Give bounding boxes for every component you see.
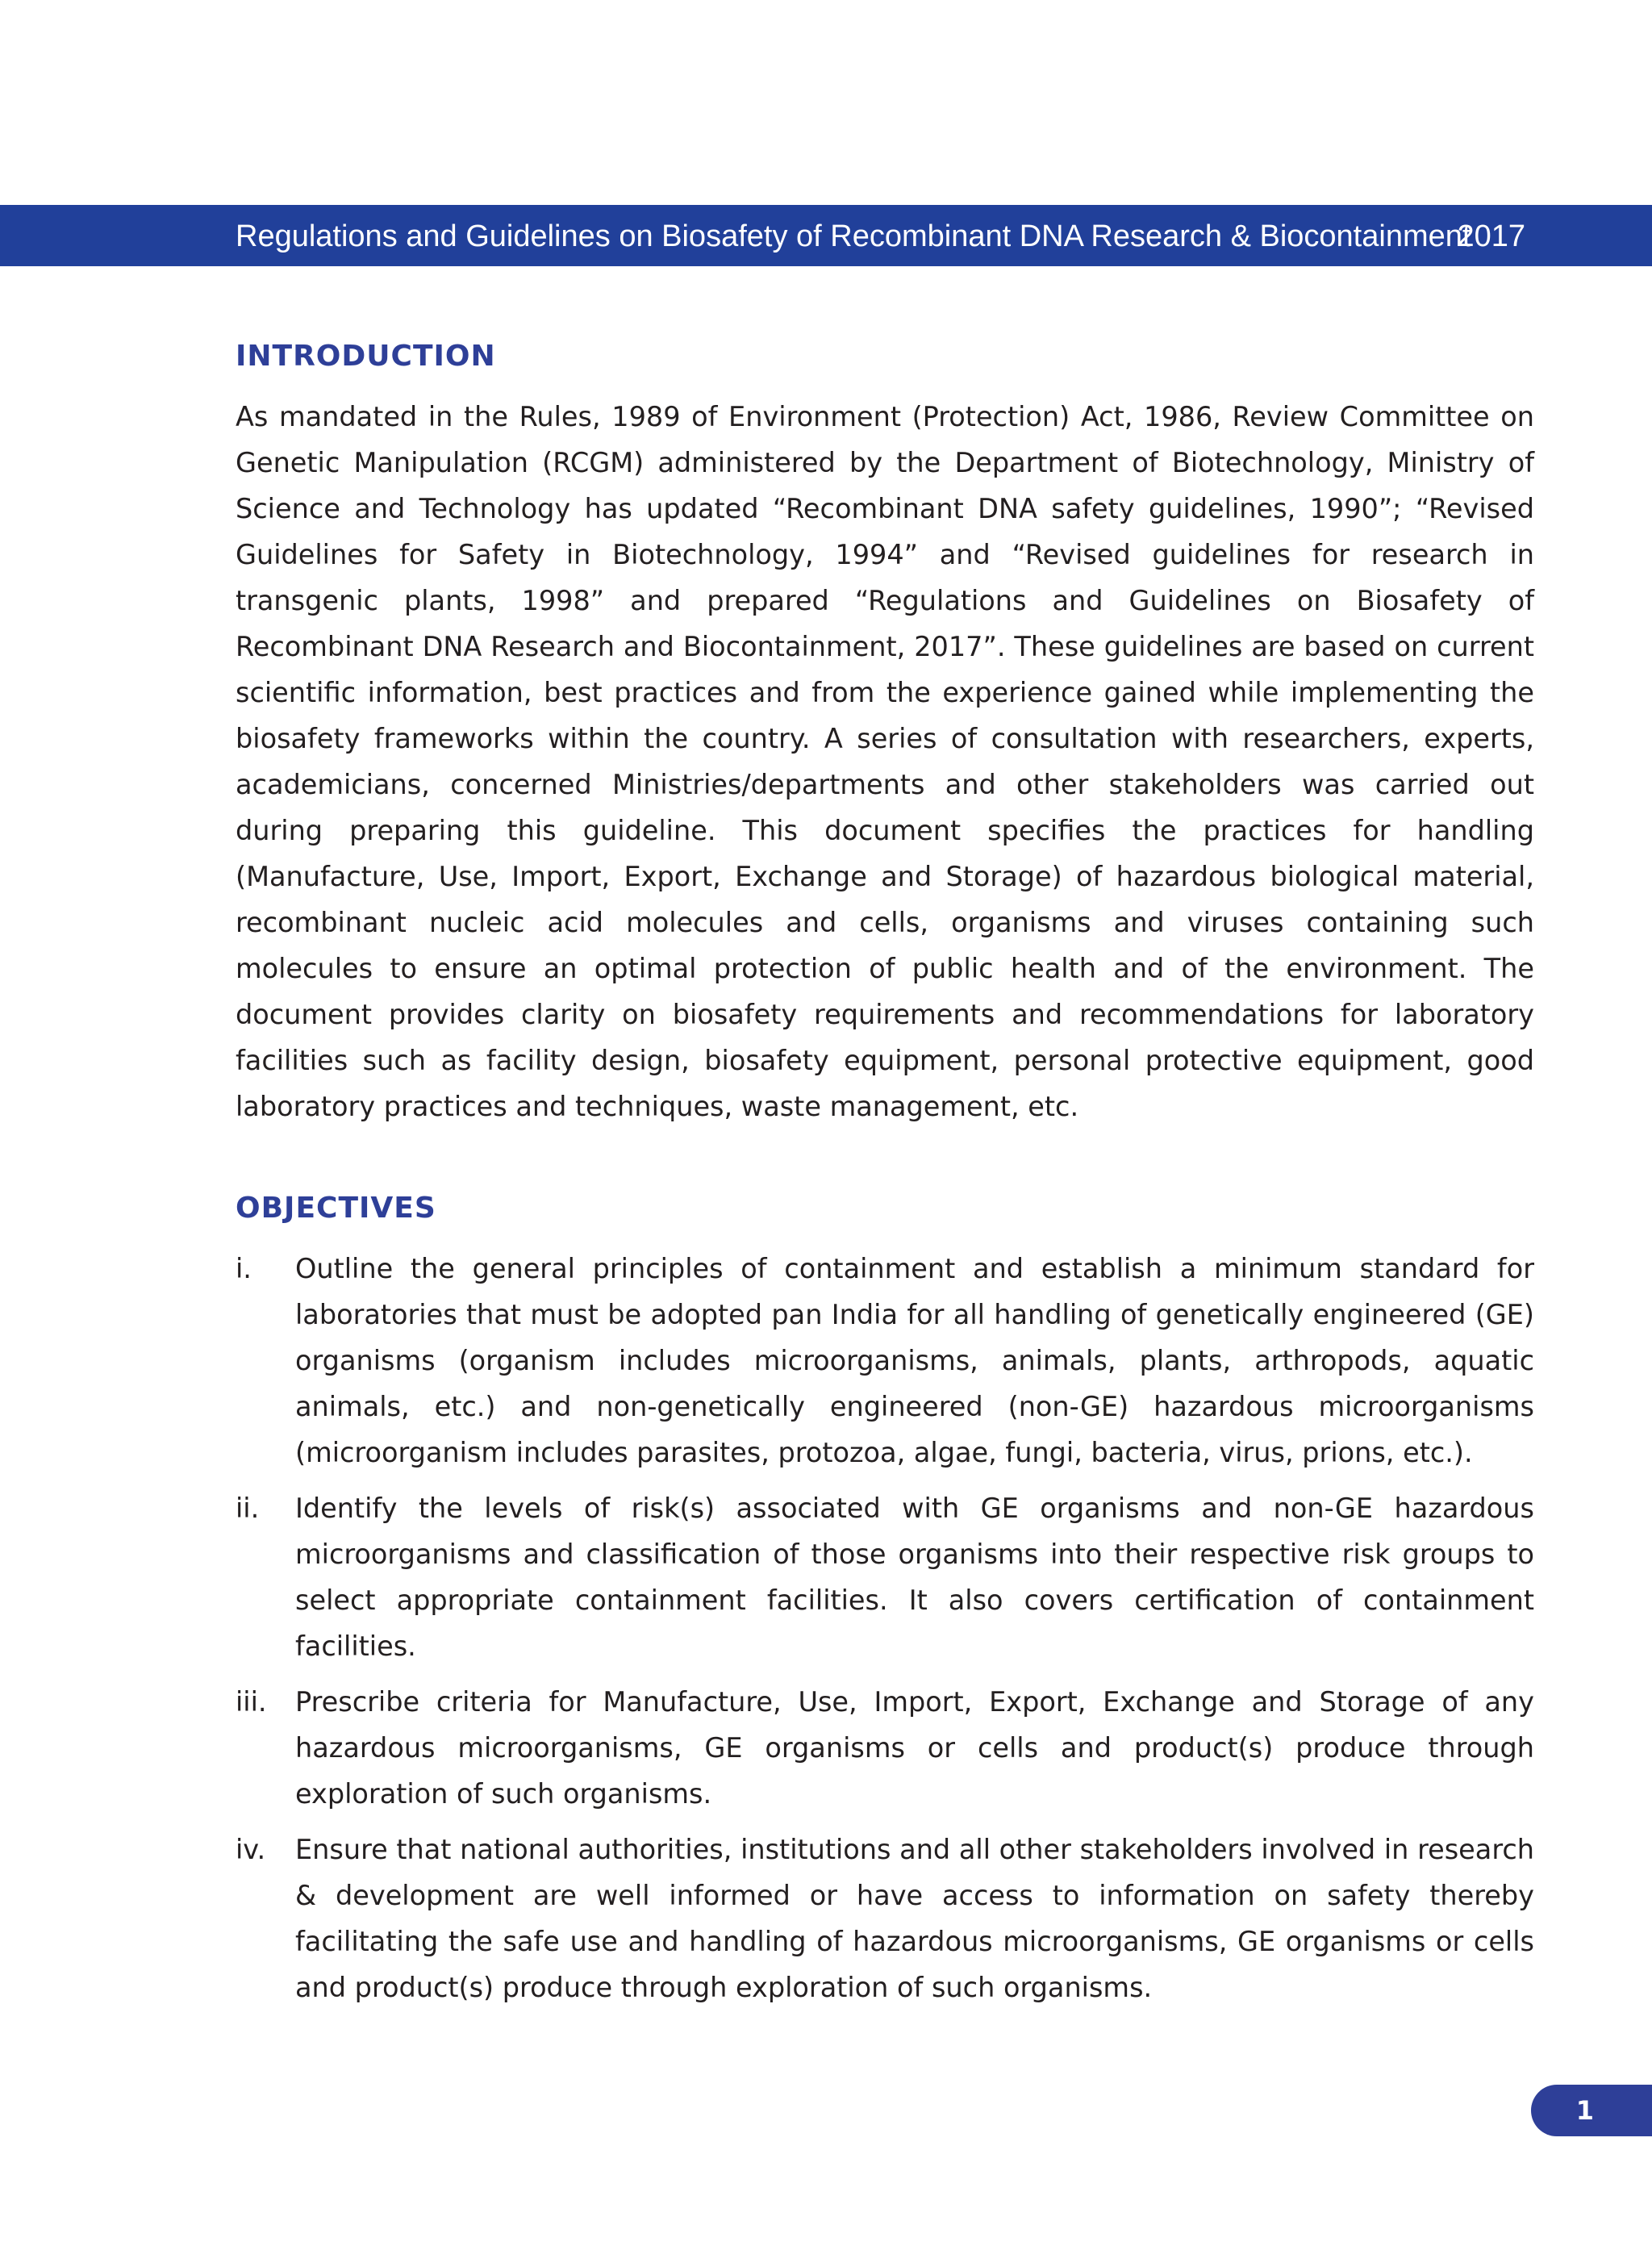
objective-marker: i.	[236, 1253, 252, 1284]
objective-item	[236, 1246, 1534, 1476]
running-header-title: Regulations and Guidelines on Biosafety of Recombinant DNA Research & Biocontainment	[236, 219, 1471, 253]
objective-item	[236, 1679, 1534, 1817]
objectives-heading: OBJECTIVES	[236, 1192, 436, 1225]
objective-text: Identify the levels of risk(s) associated with GE organisms and non-GE hazardous microorganisms and classification of those organisms into their respective risk groups to select appropriate containment facilities. It also covers certification of containment facilities.	[295, 1493, 1534, 1662]
objective-item	[236, 1485, 1534, 1669]
introduction-heading: INTRODUCTION	[236, 340, 496, 373]
objective-marker: iii.	[236, 1686, 267, 1718]
objective-text: Prescribe criteria for Manufacture, Use, Import, Export, Exchange and Storage of any hazardous microorganisms, GE organisms or cells and product(s) produce through exploration of such organisms.	[295, 1686, 1534, 1810]
page-content	[236, 331, 1534, 2020]
objectives-list	[236, 1246, 1534, 2010]
objective-text: Ensure that national authorities, institutions and all other stakeholders involved in research & development are well informed or have access to information on safety thereby facilitating the safe use and handling of hazardous microorganisms, GE organisms or cells and product(s) produce through exploration of such organisms.	[295, 1834, 1534, 2003]
introduction-paragraph: As mandated in the Rules, 1989 of Environment (Protection) Act, 1986, Review Committee on Genetic Manipulation (RCGM) administered by the Department of Biotechnology, Ministry of Science and Technology has updated “Recombinant DNA safety guidelines, 1990”; “Revised Guidelines for Safety in Biotechnology, 1994” and “Revised guidelines for research in transgenic plants, 1998” and prepared “Regulations and Guidelines on Biosafety of Recombinant DNA Research and Biocontainment, 2017”. These guidelines are based on current scientific information, best practices and from the experience gained while implementing the biosafety frameworks within the country. A series of consultation with researchers, experts, academicians, concerned Ministries/departments and other stakeholders was carried out during preparing this guideline. This document specifies the practices for handling (Manufacture, Use, Import, Export, Exchange and Storage) of hazardous biological material, recombinant nucleic acid molecules and cells, organisms and viruses containing such molecules to ensure an optimal protection of public health and of the environment. The document provides clarity on biosafety requirements and recommendations for laboratory facilities such as facility design, biosafety equipment, personal protective equipment, good laboratory practices and techniques, waste management, etc.	[236, 401, 1534, 1122]
objective-marker: ii.	[236, 1493, 260, 1524]
objective-marker: iv.	[236, 1834, 266, 1865]
objective-text: Outline the general principles of containment and establish a minimum standard for laboratories that must be adopted pan India for all handling of genetically engineered (GE) organisms (organism includes microorganisms, animals, plants, arthropods, aquatic animals, etc.) and non-genetically engineered (non-GE) hazardous microorganisms (microorganism includes parasites, protozoa, algae, fungi, bacteria, virus, prions, etc.).	[295, 1253, 1534, 1468]
page-number: 1	[1575, 2095, 1594, 2126]
running-header-year: 2017	[1457, 219, 1525, 253]
objective-item	[236, 1827, 1534, 2010]
